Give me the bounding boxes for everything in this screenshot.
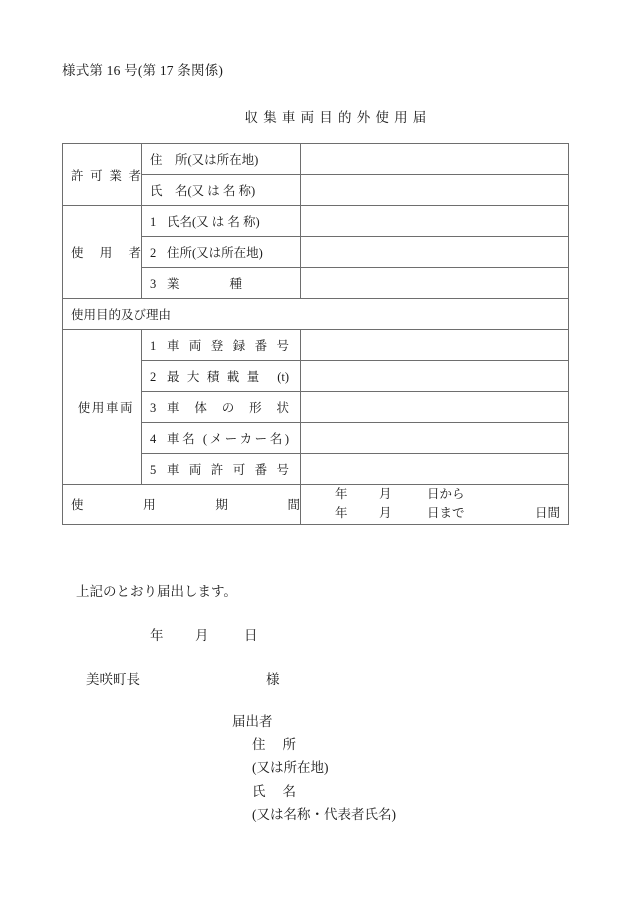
field-vehicle-max-load[interactable] xyxy=(301,361,569,392)
group-label-user: 使用者 xyxy=(63,206,142,299)
field-vehicle-maker-name[interactable] xyxy=(301,423,569,454)
label-usage-period: 使用期間 xyxy=(63,485,301,525)
submission-date-day: 日 xyxy=(244,628,258,643)
table-row xyxy=(63,330,569,361)
addressee-name: 美咲町長 xyxy=(86,672,140,687)
label-vehicle-permit-number: 5 車両許可番号 xyxy=(142,454,301,485)
submission-date-month: 月 xyxy=(195,628,209,643)
period-start-month: 月 xyxy=(379,487,392,501)
table-row xyxy=(63,144,569,175)
label-permit-holder-name: 氏 名(又 は 名 称) xyxy=(142,175,301,206)
period-end-day: 日まで xyxy=(427,506,465,521)
submitter-name-note: (又は名称・代表者氏名) xyxy=(252,806,396,822)
field-user-business-type[interactable] xyxy=(301,268,569,299)
addressee-honorific: 様 xyxy=(266,672,280,687)
declaration-statement: 上記のとおり届出します。 xyxy=(76,584,237,599)
submitter-address-label[interactable]: 住 所 xyxy=(252,737,296,753)
submission-date-year: 年 xyxy=(150,628,164,643)
label-user-name: 1 氏名(又 は 名 称) xyxy=(142,206,301,237)
field-user-name[interactable] xyxy=(301,206,569,237)
table-row xyxy=(63,485,569,525)
usage-period-end-line xyxy=(309,504,568,523)
field-usage-period[interactable] xyxy=(301,485,569,525)
label-permit-holder-address: 住 所(又は所在地) xyxy=(142,144,301,175)
table-row xyxy=(63,299,569,330)
label-vehicle-registration-number: 1 車両登録番号 xyxy=(142,330,301,361)
label-vehicle-max-load: 2 最大積載量 (t) xyxy=(142,361,301,392)
form-table xyxy=(62,143,569,525)
submission-date-line[interactable] xyxy=(150,624,258,644)
addressee-line xyxy=(86,668,280,688)
group-label-permit-holder: 許可業者 xyxy=(63,144,142,206)
field-purpose-and-reason[interactable] xyxy=(63,299,569,330)
label-vehicle-body-shape: 3 車体の形状 xyxy=(142,392,301,423)
form-number: 様式第 16 号(第 17 条関係) xyxy=(62,63,224,78)
field-vehicle-body-shape[interactable] xyxy=(301,392,569,423)
period-duration-days: 日間 xyxy=(535,506,561,521)
submitter-address-note: (又は所在地) xyxy=(252,760,329,776)
label-user-address: 2 住所(又は所在地) xyxy=(142,237,301,268)
period-start-year: 年 xyxy=(335,487,348,501)
group-label-vehicle: 使用車両 xyxy=(63,330,142,485)
label-user-business-type: 3 業 種 xyxy=(142,268,301,299)
document-title: 収集車両目的外使用届 xyxy=(244,110,432,125)
period-end-year: 年 xyxy=(335,506,348,521)
field-permit-holder-address[interactable] xyxy=(301,144,569,175)
submitter-heading: 届出者 xyxy=(232,714,273,729)
table-row xyxy=(63,206,569,237)
label-vehicle-maker-name: 4 車名 (メーカー名) xyxy=(142,423,301,454)
usage-period-start-line xyxy=(309,485,568,504)
period-start-day: 日から xyxy=(427,487,465,501)
field-user-address[interactable] xyxy=(301,237,569,268)
period-end-month: 月 xyxy=(379,506,392,521)
field-vehicle-permit-number[interactable] xyxy=(301,454,569,485)
field-vehicle-registration-number[interactable] xyxy=(301,330,569,361)
label-purpose-and-reason: 使用目的及び理由 xyxy=(71,308,172,322)
field-permit-holder-name[interactable] xyxy=(301,175,569,206)
submitter-block xyxy=(232,710,396,826)
submitter-name-label[interactable]: 氏 名 xyxy=(252,783,296,799)
